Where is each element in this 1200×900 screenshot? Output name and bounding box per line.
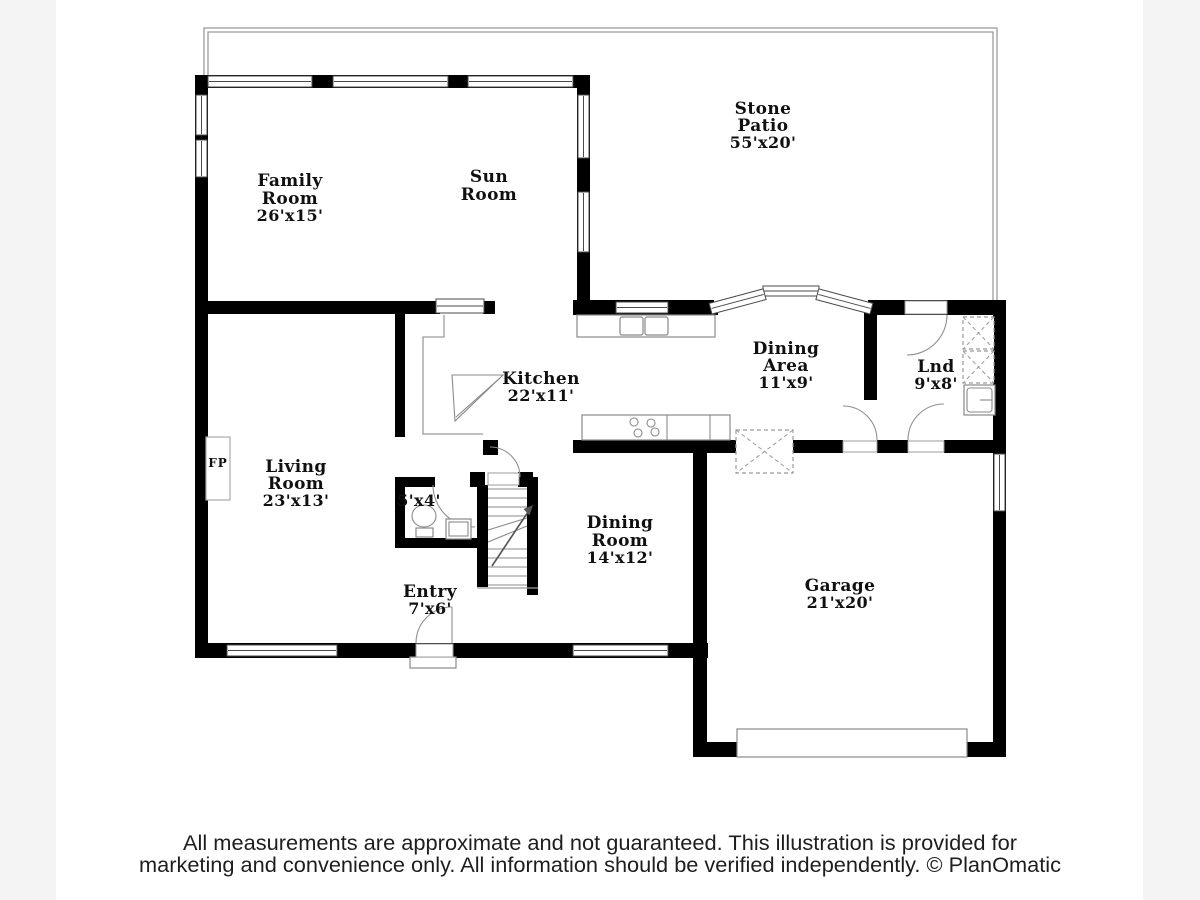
dryer [963,351,994,383]
room-dims: 14'x12' [586,548,654,567]
disclaimer-line-1: All measurements are approximate and not guaranteed. This illustration is provided for [183,831,1017,855]
window [208,76,312,87]
window [227,645,337,656]
room-label-powder-room [397,491,441,510]
room-label-stone-patio [730,99,797,152]
window [578,192,589,252]
room-dims: 21'x20' [806,593,874,612]
room-dims: 55'x20' [729,133,797,152]
room-dims: 22'x11' [507,386,575,405]
wall-segment [477,485,488,587]
wall-segment [483,301,495,314]
room-dims: 7'x6' [408,599,452,618]
room-label-dining-room [587,513,654,567]
disclaimer [139,831,1061,877]
garage-window [994,454,1005,511]
wall-segment [395,477,405,548]
window-bench [436,299,484,313]
fireplace-label: FP [208,456,228,470]
wall-segment [527,477,538,595]
room-name-line: Dining [586,513,654,533]
window [196,95,207,135]
room-name-line: Dining [752,339,820,359]
room-name-line: Room [460,185,518,205]
wall-segment [793,440,843,453]
window [468,76,573,87]
room-name-line: Room [261,189,319,209]
room-name-line: Patio [737,116,789,136]
garage-door [737,729,967,757]
room-dims: 11'x9' [758,373,814,392]
room-name-line: Entry [402,582,458,602]
room-label-kitchen [502,369,580,405]
wall-segment [693,440,707,757]
room-name-line: Kitchen [502,369,580,389]
wall-segment [944,440,1006,453]
bathroom-sink [446,519,471,539]
room-label-garage [805,576,876,612]
kitchen-sink-window [616,302,668,313]
room-name-line: Garage [804,576,876,596]
room-name-line: Room [267,474,325,494]
wall-segment [395,313,405,437]
room-name-line: Family [257,171,323,191]
room-name-line: Living [265,457,327,477]
room-label-laundry [914,357,958,393]
window [333,76,448,87]
wall-segment [470,472,485,487]
disclaimer-line-2: marketing and convenience only. All information should be verified independently. © PlanOmatic [139,853,1062,877]
bay-window-center [763,286,819,296]
window [573,645,668,656]
room-label-living-room [263,457,330,510]
room-dims: 9'x8' [914,374,958,393]
room-name-line: Sun [469,167,509,187]
wall-segment [993,300,1006,757]
room-dims: 5'x4' [397,491,441,510]
window [578,95,589,158]
wall-segment [573,440,736,453]
room-label-family-room [257,171,324,225]
wall-segment [395,538,488,548]
room-name-line: Area [763,356,809,376]
room-label-entry [403,582,458,618]
laundry-sink [964,385,995,415]
room-dims: 26'x15' [256,206,324,225]
washer [963,317,994,349]
wall-segment [877,440,908,453]
room-name-line: Room [591,531,649,551]
room-name-line: Stone [734,99,792,119]
window [196,140,207,177]
room-dims: 23'x13' [262,491,330,510]
room-name-line: Lnd [917,357,955,377]
wall-segment [864,303,877,400]
entry-step [410,657,456,668]
wall-segment [195,301,440,314]
closet [736,430,793,473]
